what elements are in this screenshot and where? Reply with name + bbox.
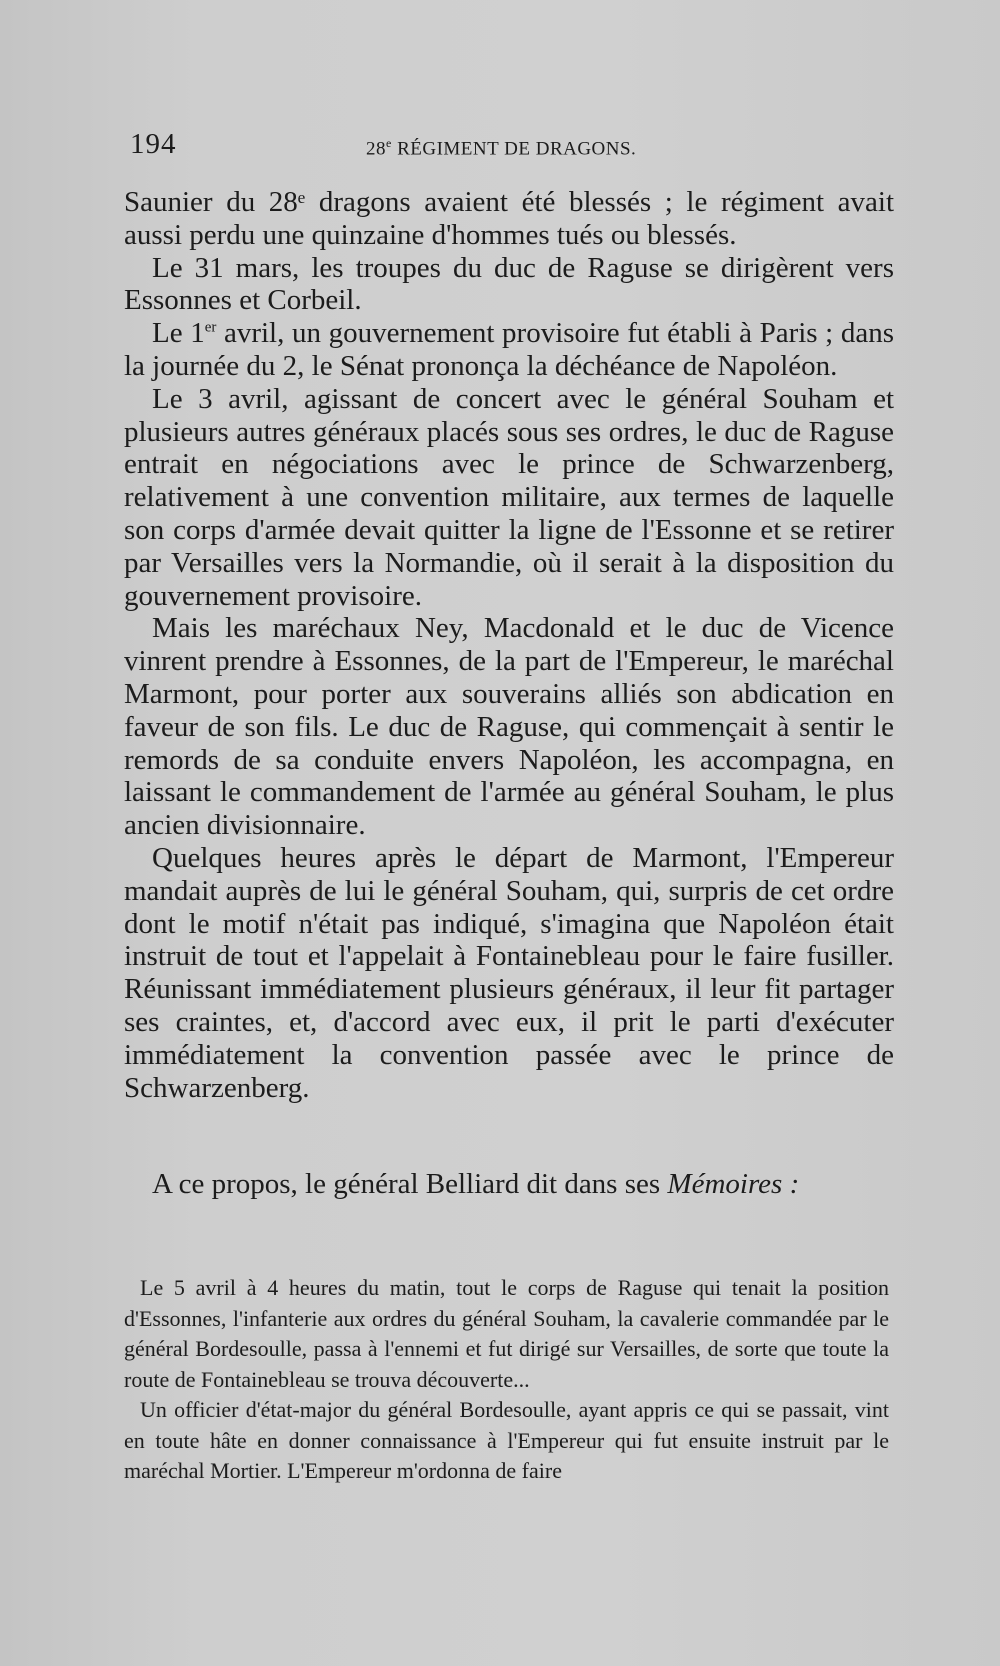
body-text [124,186,894,1104]
paragraph-3-rest: avril, un gouvernement provisoire fut établi à Paris ; dans la journée du 2, le Sénat prononça la déchéance de Napoléon. [124,317,894,382]
running-title-superscript: e [386,136,392,150]
page-header [130,128,900,168]
paragraph-3-superscript: er [204,319,217,336]
quote-paragraph-2: Un officier d'état-major du général Bordesoulle, ayant appris ce qui se passait, vint en toute hâte en donner connaissance à l'Empereur qui fut ensuite instruit par le maréchal Mortier. L'Empereur m'ordonna de faire [124,1397,889,1483]
running-title [366,136,636,160]
quote-paragraph-1: Le 5 avril à 4 heures du matin, tout le corps de Raguse qui tenait la position d'Essonnes, l'infanterie aux ordres du général Souham, la cavalerie commandée par le général Bordesoulle, passa à l'ennemi et fut dirigé sur Versailles, de sorte que toute la route de Fontainebleau se trouva découverte... [124,1275,889,1392]
paragraph-6: Quelques heures après le départ de Marmont, l'Empereur mandait auprès de lui le général Souham, qui, surpris de cet ordre dont le motif n'était pas indiqué, s'imagina que Napoléon était instruit de tout et l'appelait à Fontainebleau pour le faire fusiller. Réunissant immédiatement plusieurs généraux, il leur fit partager ses craintes, et, d'accord avec eux, il prit le parti d'exécuter immédiatement la convention passée avec le prince de Schwarzenberg. [124,841,894,1104]
running-title-number: 28 [366,138,386,160]
paragraph-4: Le 3 avril, agissant de concert avec le général Souham et plusieurs autres généraux placés sous ses ordres, le duc de Raguse entrait en négociations avec le prince de Schwarzenberg, relativement à une convention militaire, aux termes de laquelle son corps d'armée devait quitter la ligne de l'Essonne et se retirer par Versailles vers la Normandie, où il serait à la disposition du gouvernement provisoire. [124,382,894,612]
page-number: 194 [130,128,177,160]
paragraph-1: Saunier du 28ᵉ dragons avaient été blessés ; le régiment avait aussi perdu une quinzaine d'hommes tués ou blessés. [124,186,894,251]
quote-intro [124,1168,894,1201]
quote-intro-text: A ce propos, le général Belliard dit dans ses [152,1168,668,1200]
running-title-text: RÉGIMENT DE DRAGONS. [391,138,637,160]
paragraph-3-start: Le 1 [152,317,205,350]
quote-intro-italic: Mémoires : [667,1168,800,1200]
block-quote [124,1273,889,1487]
paragraph-2: Le 31 mars, les troupes du duc de Raguse se dirigèrent vers Essonnes et Corbeil. [124,251,894,317]
paragraph-3 [124,317,894,383]
paragraph-5: Mais les maréchaux Ney, Macdonald et le duc de Vicence vinrent prendre à Essonnes, de la part de l'Empereur, le maréchal Marmont, pour porter aux souverains alliés son abdication en faveur de son fils. Le duc de Raguse, qui commençait à sentir le remords de sa conduite envers Napoléon, les accompagna, en laissant le commandement de l'armée au général Souham, le plus ancien divisionnaire. [124,612,894,842]
